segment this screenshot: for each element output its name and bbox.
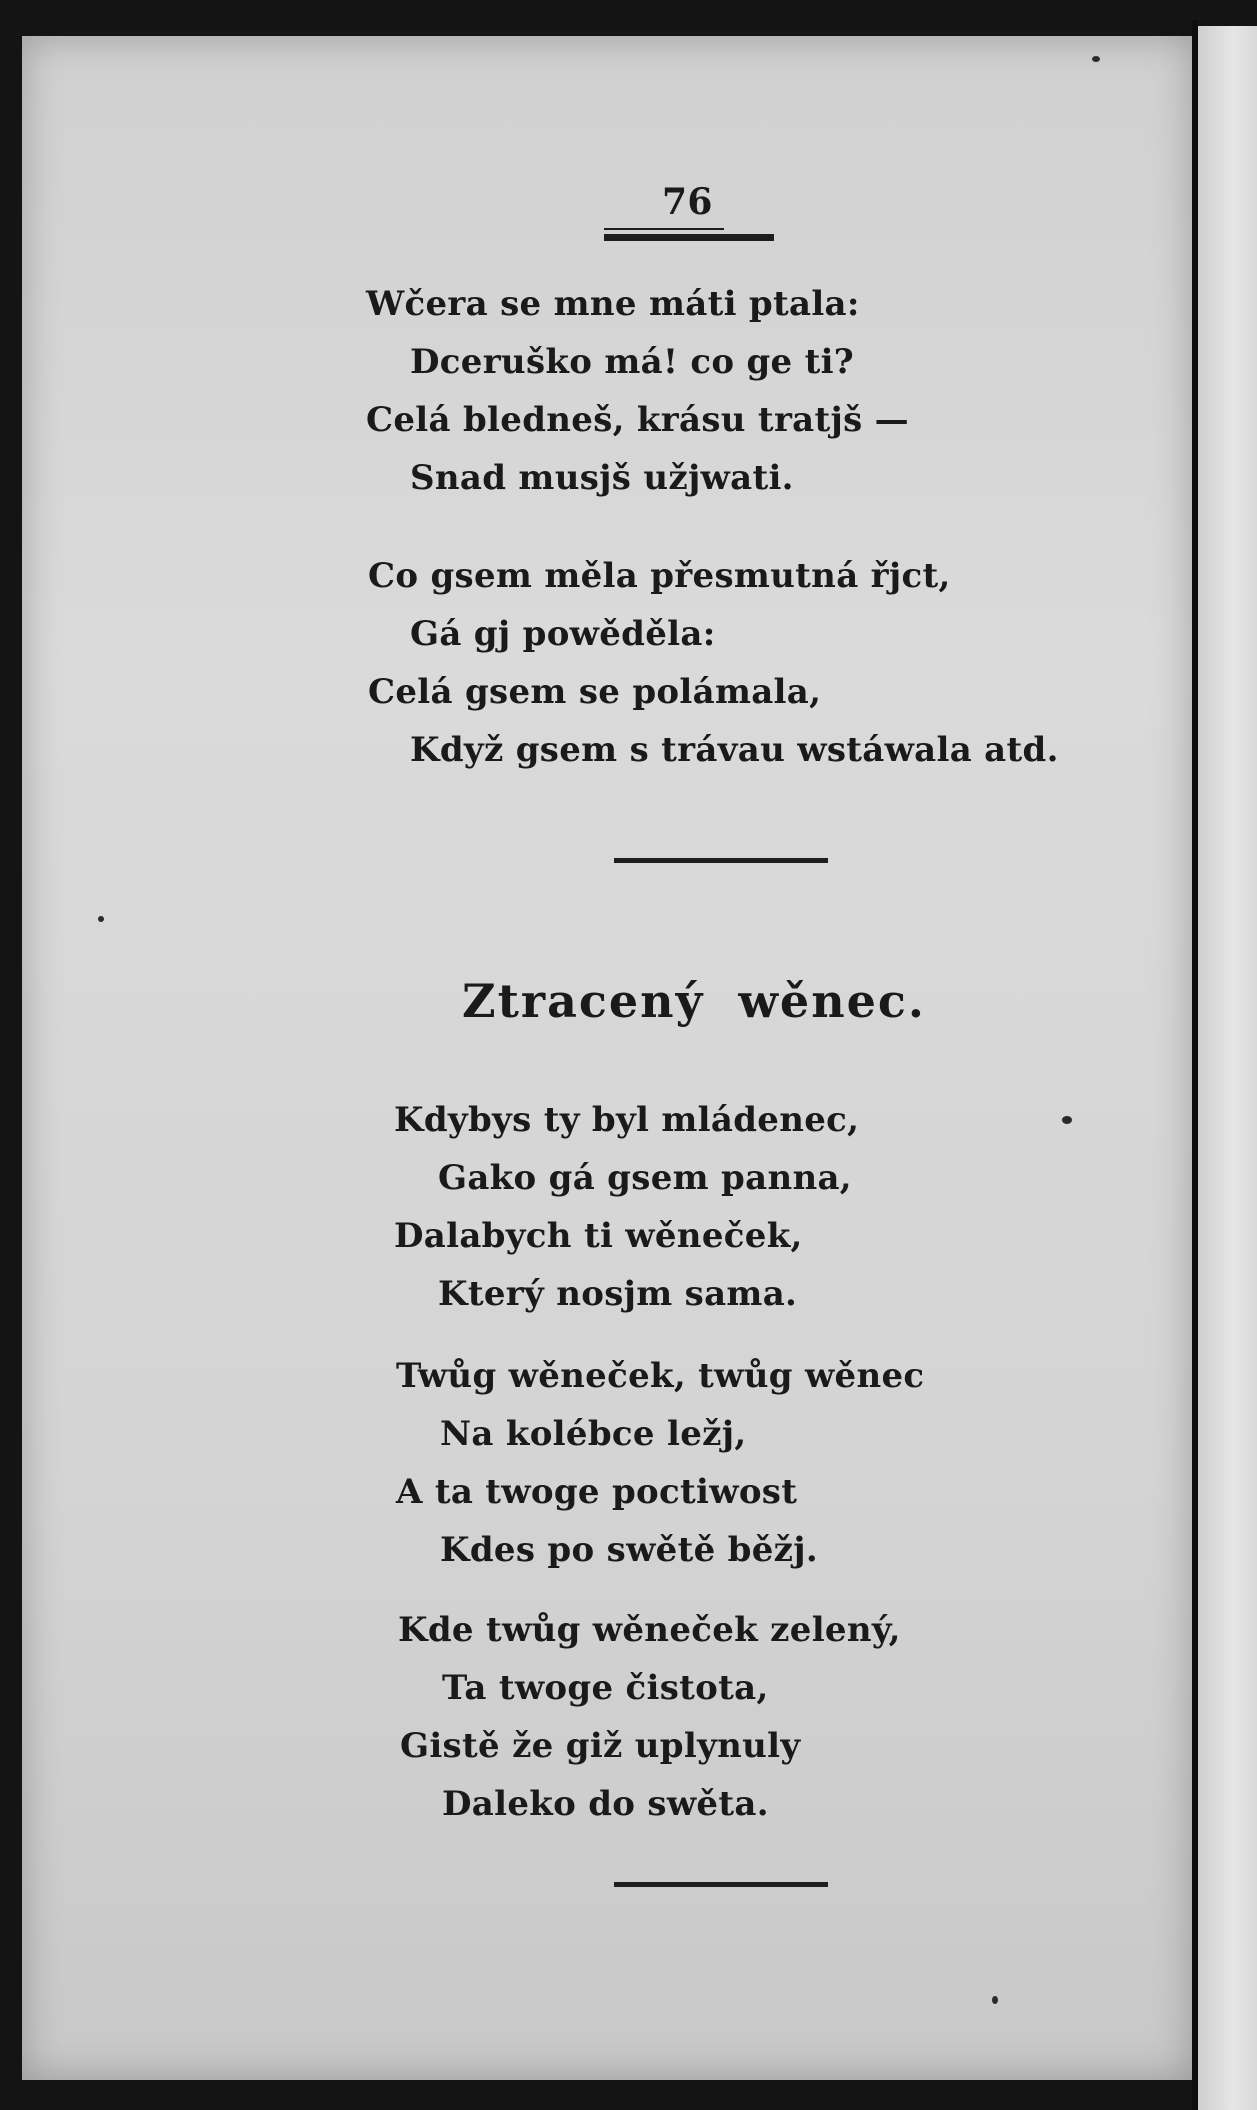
verse-line: Daleko do swěta. bbox=[442, 1784, 769, 1824]
verse-line: Kdybys ty byl mládenec, bbox=[394, 1100, 860, 1140]
verse-line: Twůg wěneček, twůg wěnec bbox=[396, 1356, 925, 1396]
scan-speck bbox=[98, 916, 104, 922]
section-divider bbox=[614, 858, 828, 863]
verse-line: Co gsem měla přesmutná řjct, bbox=[368, 556, 951, 596]
header-rule bbox=[604, 234, 774, 241]
section-divider bbox=[614, 1882, 828, 1887]
book-page bbox=[22, 36, 1192, 2080]
page-number: 76 bbox=[662, 181, 713, 223]
verse-line: Gistě že giž uplynuly bbox=[400, 1726, 801, 1766]
facing-page-edge bbox=[1198, 26, 1257, 2110]
verse-line: Gá gj powěděla: bbox=[410, 614, 716, 654]
verse-line: Kdes po swětě běžj. bbox=[440, 1530, 818, 1570]
verse-line: A ta twoge poctiwost bbox=[396, 1472, 798, 1512]
verse-line: Wčera se mne máti ptala: bbox=[366, 284, 860, 324]
verse-line: Dceruško má! co ge ti? bbox=[410, 342, 855, 382]
verse-line: Snad musjš užjwati. bbox=[410, 458, 794, 498]
verse-line: Ta twoge čistota, bbox=[442, 1668, 769, 1708]
verse-line: Celá gsem se polámala, bbox=[368, 672, 822, 712]
poem-title-word: wěnec. bbox=[738, 974, 926, 1028]
verse-line: Dalabych ti wěneček, bbox=[394, 1216, 803, 1256]
poem-title-word: Ztracený bbox=[462, 974, 705, 1028]
scan-speck bbox=[992, 1996, 998, 2004]
verse-line: Na kolébce ležj, bbox=[440, 1414, 747, 1454]
verse-line: Celá bledneš, krásu tratjš — bbox=[366, 400, 909, 440]
scan-speck bbox=[1092, 56, 1100, 62]
verse-line: Když gsem s trávau wstáwala atd. bbox=[410, 730, 1059, 770]
verse-line: Který nosjm sama. bbox=[438, 1274, 798, 1314]
poem-title bbox=[462, 974, 926, 1028]
header-rule-thin bbox=[604, 228, 724, 230]
scan-speck bbox=[1062, 1116, 1072, 1124]
verse-line: Gako gá gsem panna, bbox=[438, 1158, 852, 1198]
verse-line: Kde twůg wěneček zelený, bbox=[398, 1610, 901, 1650]
